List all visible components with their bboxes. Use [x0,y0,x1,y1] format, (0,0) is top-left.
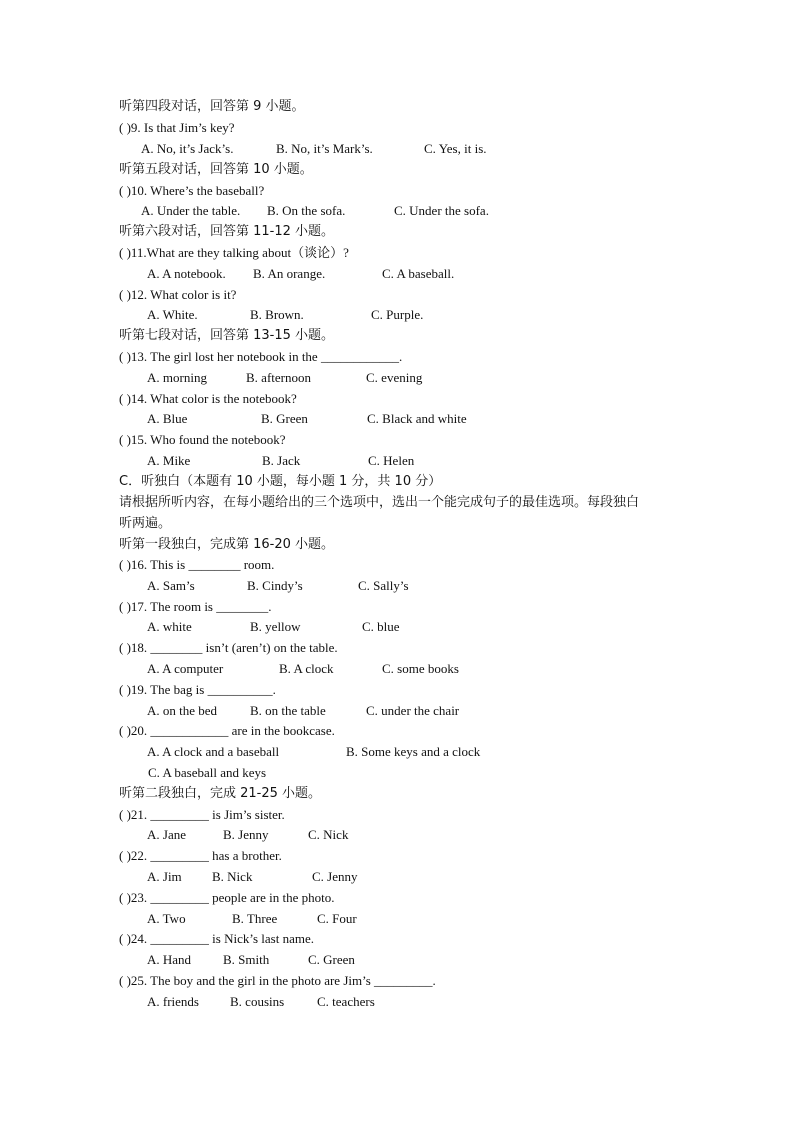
question-24: ( )24. _________ is Nick’s last name. [119,931,314,946]
question-13: ( )13. The girl lost her notebook in the ____________. [119,349,403,364]
option-c: C. blue [362,619,400,634]
section-heading-dialogue-4: 听第四段对话，回答第 9 小题。 [119,99,305,114]
option-a: A. Mike [147,453,191,468]
option-c: C. Under the sofa. [394,203,489,218]
option-b: B. yellow [250,619,301,634]
option-b: B. Jack [262,453,301,468]
option-a: A. on the bed [147,703,218,718]
option-a: A. Blue [147,411,188,426]
option-a: A. No, it’s Jack’s. [141,141,234,156]
part-c-instructions: 请根据所听内容，在每小题给出的三个选项中，选出一个能完成句子的最佳选项。每段独白 [119,495,640,510]
option-b: B. On the sofa. [267,203,346,218]
question-17: ( )17. The room is ________. [119,599,272,614]
option-b: B. Some keys and a clock [346,744,481,759]
question-15: ( )15. Who found the notebook? [119,432,286,447]
option-a: A. Under the table. [141,203,241,218]
option-c: C. Helen [368,453,415,468]
option-c: C. Sally’s [358,578,409,593]
question-22: ( )22. _________ has a brother. [119,848,282,863]
question-20: ( )20. ____________ are in the bookcase. [119,723,335,738]
section-heading-dialogue-5: 听第五段对话，回答第 10 小题。 [119,162,313,177]
question-12: ( )12. What color is it? [119,287,237,302]
question-25: ( )25. The boy and the girl in the photo are Jim’s _________. [119,973,436,988]
option-b: B. Jenny [223,827,269,842]
question-10: ( )10. Where’s the baseball? [119,183,265,198]
option-a: A. Jane [147,827,186,842]
option-c: C. Yes, it is. [424,141,487,156]
option-b: B. afternoon [246,370,311,385]
option-b: B. Smith [223,952,270,967]
question-19: ( )19. The bag is __________. [119,682,276,697]
option-b: B. No, it’s Mark’s. [276,141,373,156]
option-b: B. Nick [212,869,253,884]
section-heading-dialogue-7: 听第七段对话，回答第 13-15 小题。 [119,328,335,343]
question-18: ( )18. ________ isn’t (aren’t) on the table. [119,640,338,655]
option-c: C. Green [308,952,355,967]
option-c: C. under the chair [366,703,460,718]
option-b: B. Three [232,911,278,926]
option-a: A. Jim [147,869,182,884]
option-b: B. Cindy’s [247,578,303,593]
option-c: C. Four [317,911,357,926]
option-b: B. An orange. [253,266,326,281]
option-c: C. A baseball. [382,266,455,281]
section-heading-dialogue-6: 听第六段对话，回答第 11-12 小题。 [119,224,335,239]
option-c: C. Black and white [367,411,467,426]
question-11: ( )11.What are they talking about（谈论）? [119,245,349,260]
part-c-title: C．听独白（本题有 10 小题，每小题 1 分，共 10 分） [119,474,442,489]
option-c: C. Jenny [312,869,358,884]
option-a: A. A computer [147,661,224,676]
question-14: ( )14. What color is the notebook? [119,391,297,406]
option-a: A. A clock and a baseball [147,744,280,759]
option-b: B. A clock [279,661,334,676]
part-c-instructions-cont: 听两遍。 [119,516,172,531]
option-b: B. Brown. [250,307,304,322]
option-a: A. morning [147,370,207,385]
option-a: A. A notebook. [147,266,226,281]
option-c: C. Purple. [371,307,424,322]
option-c: C. teachers [317,994,375,1009]
option-a: A. Two [147,911,186,926]
section-heading-monologue-1: 听第一段独白，完成第 16-20 小题。 [119,537,335,552]
option-a: A. Sam’s [147,578,195,593]
question-23: ( )23. _________ people are in the photo. [119,890,335,905]
option-a: A. Hand [147,952,192,967]
question-20-option-c: C. A baseball and keys [148,765,267,780]
option-c: C. Nick [308,827,349,842]
option-b: B. Green [261,411,308,426]
option-c: C. some books [382,661,459,676]
option-a: A. white [147,619,192,634]
option-a: A. friends [147,994,199,1009]
option-b: B. on the table [250,703,326,718]
option-b: B. cousins [230,994,285,1009]
option-c: C. evening [366,370,423,385]
question-9: ( )9. Is that Jim’s key? [119,120,235,135]
question-21: ( )21. _________ is Jim’s sister. [119,807,285,822]
question-16: ( )16. This is ________ room. [119,557,275,572]
option-a: A. White. [147,307,198,322]
section-heading-monologue-2: 听第二段独白，完成 21-25 小题。 [119,786,322,801]
